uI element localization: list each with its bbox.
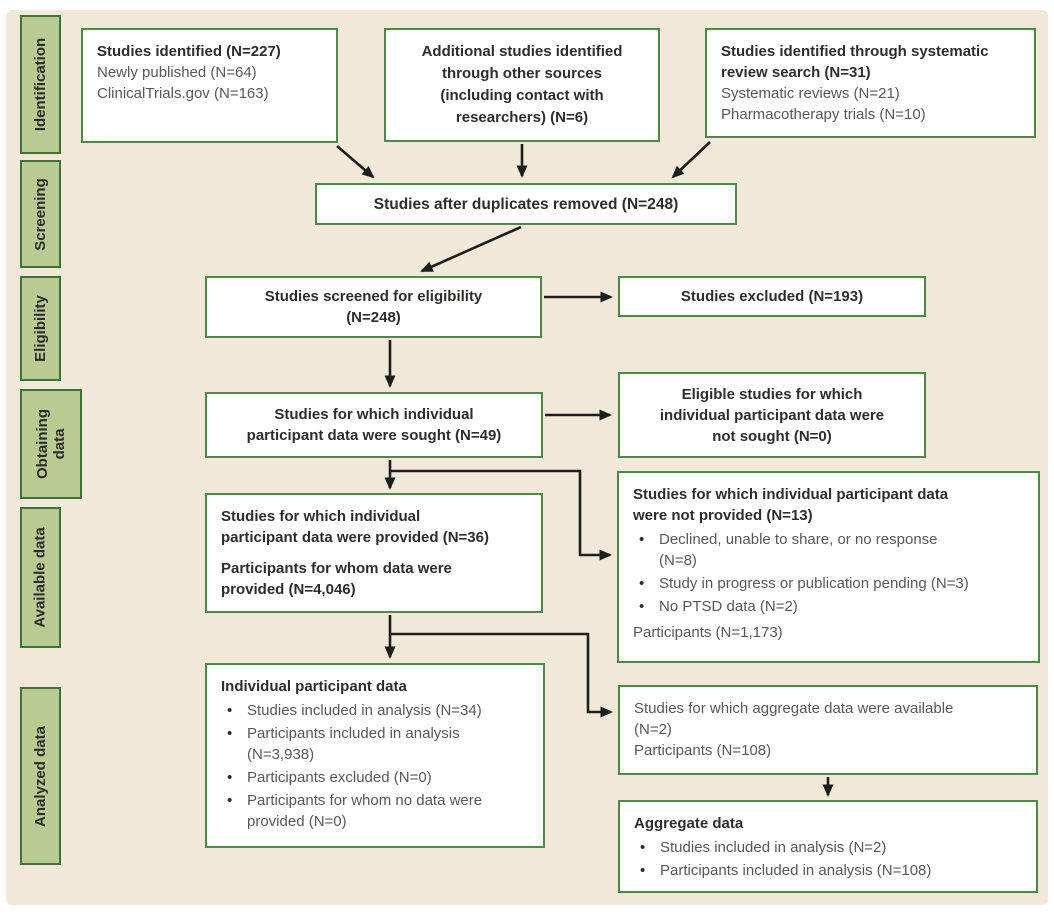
stage-label: Obtaining data — [34, 409, 68, 479]
box-title: Studies identified (N=227) — [97, 43, 281, 60]
bullet-text: Study in progress or publication pending (N=3) — [659, 575, 969, 592]
box-excluded — [618, 276, 926, 317]
bullet-text: Participants included in analysis (N=3,938) — [247, 725, 460, 763]
box-duplicates-removed — [315, 183, 737, 225]
box-line: Newly published (N=64) — [97, 64, 257, 81]
box-systematic-review-search — [705, 28, 1036, 138]
box-title: Studies for which individual participant data were sought (N=49) — [246, 406, 502, 444]
bullet-icon: • — [227, 702, 233, 719]
box-title: Eligible studies for which individual participant data were not sought (N=0) — [659, 385, 885, 445]
bullet-item — [633, 573, 1024, 594]
bullet-icon: • — [639, 598, 645, 615]
bullet-icon: • — [640, 839, 646, 856]
box-aggregate-available — [618, 685, 1038, 775]
bullet-text: Studies included in analysis (N=34) — [247, 702, 482, 719]
bullet-list — [634, 837, 1022, 881]
stage-label: Available data — [32, 527, 50, 628]
bullet-item — [634, 837, 1022, 858]
stage-label: Analyzed data — [32, 725, 49, 827]
stage-label: Screening — [32, 177, 49, 251]
stage-identification — [20, 15, 61, 154]
bullet-text: Studies included in analysis (N=2) — [660, 839, 887, 856]
box-title: Studies for which individual participant data were not provided (N=13) — [633, 486, 949, 524]
bullet-item — [221, 723, 529, 765]
bullet-icon: • — [227, 769, 233, 786]
box-screened — [205, 276, 542, 338]
box-title: Additional studies identified through other sources (including contact with researchers) (N=6) — [421, 43, 623, 126]
bullet-item — [221, 700, 529, 721]
box-line: ClinicalTrials.gov (N=163) — [97, 85, 269, 102]
box-ipd-provided — [205, 493, 543, 613]
bullet-text: Declined, unable to share, or no response (N=8) — [659, 531, 938, 569]
bullet-icon: • — [227, 792, 233, 809]
bullet-item — [221, 767, 529, 788]
bullet-item — [221, 790, 529, 832]
bullet-icon: • — [227, 725, 233, 742]
stage-eligibility — [20, 276, 61, 381]
bullet-icon: • — [639, 575, 645, 592]
box-title: Studies identified through systematic review search (N=31) — [721, 43, 989, 81]
stage-label: Identification — [32, 37, 49, 132]
bullet-item — [633, 596, 1024, 617]
box-studies-identified — [81, 28, 338, 143]
box-aggregate-data — [618, 800, 1038, 893]
box-title: Studies after duplicates removed (N=248) — [373, 195, 679, 213]
bullet-item — [634, 860, 1022, 881]
stage-label: Eligibility — [32, 295, 49, 362]
box-paragraph: Participants for whom data were provided (N=4,046) — [221, 560, 452, 598]
box-line: Systematic reviews (N=21) — [721, 85, 900, 102]
box-additional-studies — [384, 28, 660, 142]
box-title: Studies excluded (N=193) — [680, 288, 864, 305]
bullet-text: Participants for whom no data were provided (N=0) — [247, 792, 483, 830]
bullet-item — [633, 529, 1024, 571]
stage-screening — [20, 160, 61, 268]
stage-obtaining-data — [20, 389, 82, 499]
bullet-list — [221, 700, 529, 832]
stage-analyzed-data — [20, 687, 61, 865]
box-ipd-sought — [205, 392, 543, 458]
box-title: Aggregate data — [634, 815, 744, 832]
bullet-icon: • — [639, 531, 645, 548]
bullet-text: Participants excluded (N=0) — [247, 769, 432, 786]
box-ipd-not-provided — [617, 471, 1040, 663]
bullet-icon: • — [640, 862, 646, 879]
bullet-text: Participants included in analysis (N=108) — [660, 862, 932, 879]
stage-available-data — [20, 507, 61, 648]
bullet-list — [633, 529, 1024, 617]
box-line: Studies for which aggregate data were available (N=2) Participants (N=108) — [634, 700, 954, 759]
box-title: Studies screened for eligibility (N=248) — [264, 288, 483, 326]
box-paragraph: Studies for which individual participant data were provided (N=36) — [221, 508, 489, 546]
box-individual-participant-data — [205, 663, 545, 848]
bullet-text: No PTSD data (N=2) — [659, 598, 798, 615]
box-line: Pharmacotherapy trials (N=10) — [721, 106, 926, 123]
box-title: Individual participant data — [221, 678, 407, 695]
box-line: Participants (N=1,173) — [633, 624, 783, 641]
box-ipd-not-sought — [618, 372, 926, 458]
